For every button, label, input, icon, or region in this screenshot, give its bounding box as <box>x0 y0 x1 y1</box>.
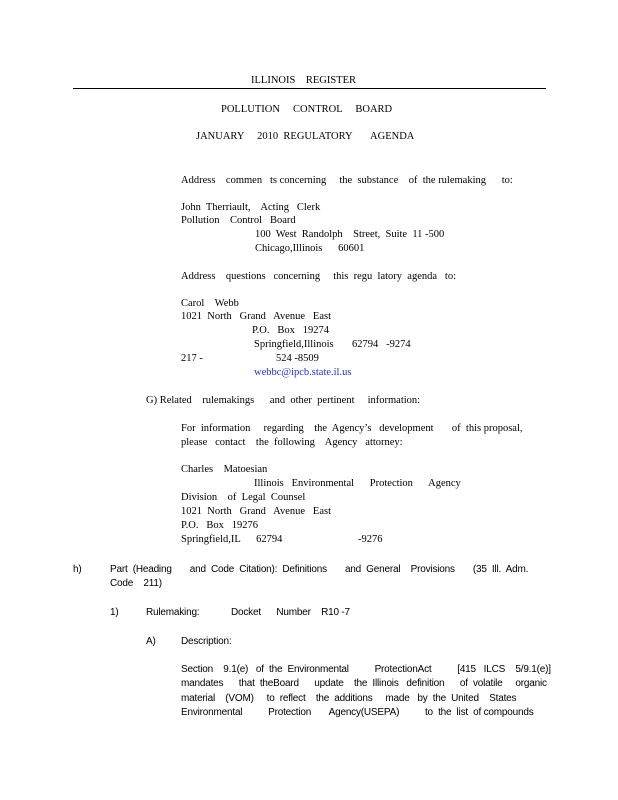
section-h-line1: Part (Heading and Code Citation): Definitions and General Provisions (35 Ill. Adm. <box>110 564 529 575</box>
description-line-2: mandates that theBoard update the Illinois definition of volatile organic <box>181 678 547 689</box>
description-line-4: Environmental Protection Agency(USEPA) to the list of compounds <box>181 707 534 718</box>
attorney-pobox: P.O. Box 19276 <box>181 520 259 531</box>
contact-email-link[interactable]: webbc@ipcb.state.il.us <box>254 367 352 378</box>
item-1-marker: 1) <box>110 607 119 618</box>
contact-phone-number: 524 -8509 <box>276 353 319 364</box>
attorney-division: Division of Legal Counsel <box>181 492 306 503</box>
section-g-line2: please contact the following Agency attorney: <box>181 437 403 448</box>
section-g-heading: G) Related rulemakings and other pertinent information: <box>146 395 421 406</box>
clerk-org: Pollution Control Board <box>181 215 296 226</box>
section-h-marker: h) <box>73 564 82 575</box>
description-line-1: Section 9.1(e) of the Environmental ProtectionAct [415 ILCS 5/9.1(e)] <box>181 664 551 675</box>
attorney-city: Springfield,IL 62794 <box>181 534 283 545</box>
clerk-name: John Therriault, Acting Clerk <box>181 202 321 213</box>
section-h-line2: Code 211) <box>110 578 162 589</box>
contact-city: Springfield,Illinois 62794 -9274 <box>254 339 411 350</box>
agenda-title: JANUARY 2010 REGULATORY AGENDA <box>196 131 415 142</box>
contact-street: 1021 North Grand Avenue East <box>181 311 331 322</box>
attorney-agency: Illinois Environmental Protection Agency <box>254 478 461 489</box>
description-line-3: material (VOM) to reflect the additions made by the United States <box>181 693 517 704</box>
item-1-docket: Docket Number R10 -7 <box>231 607 350 618</box>
contact-name: Carol Webb <box>181 298 239 309</box>
contact-phone-prefix: 217 - <box>181 353 203 364</box>
item-a-marker: A) <box>146 636 156 647</box>
address-questions-intro: Address questions concerning this regu latory agenda to: <box>181 271 456 282</box>
header-rule <box>73 88 546 89</box>
item-a-label: Description: <box>181 636 232 647</box>
board-title: POLLUTION CONTROL BOARD <box>221 104 393 115</box>
contact-pobox: P.O. Box 19274 <box>252 325 330 336</box>
attorney-zip-suffix: -9276 <box>358 534 383 545</box>
address-comments-intro: Address commen ts concerning the substance of the rulemaking to: <box>181 175 513 186</box>
clerk-city: Chicago,Illinois 60601 <box>255 243 365 254</box>
attorney-name: Charles Matoesian <box>181 464 268 475</box>
clerk-street: 100 West Randolph Street, Suite 11 -500 <box>255 229 445 240</box>
register-title: ILLINOIS REGISTER <box>251 75 356 86</box>
attorney-street: 1021 North Grand Avenue East <box>181 506 331 517</box>
item-1-label: Rulemaking: <box>146 607 200 618</box>
section-g-line1: For information regarding the Agency’s development of this proposal, <box>181 423 523 434</box>
